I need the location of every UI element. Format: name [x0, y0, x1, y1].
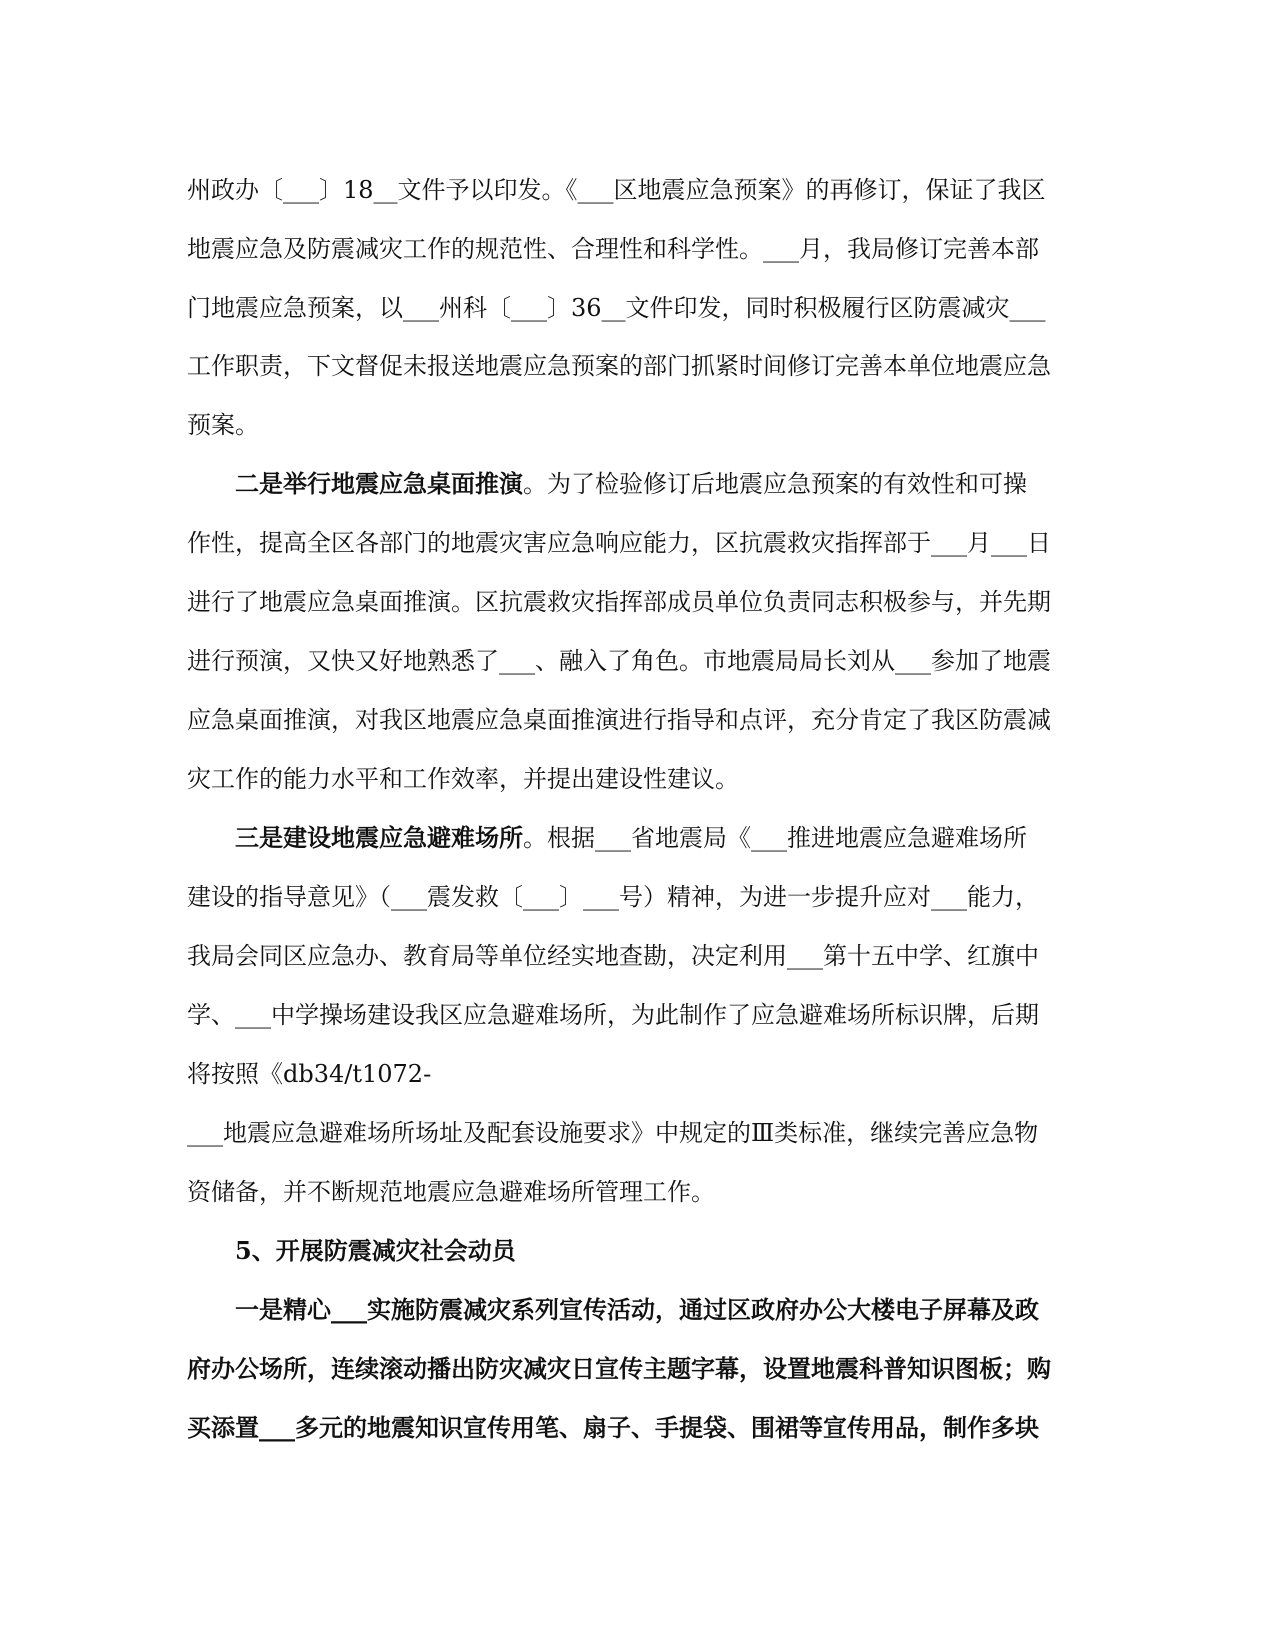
paragraph-line: 进行了地震应急桌面推演。区抗震救灾指挥部成员单位负责同志积极参与，并先期 [187, 588, 1051, 616]
paragraph-line: 将按照《db34/t1072- [187, 1060, 432, 1088]
paragraph-line: 资储备，并不断规范地震应急避难场所管理工作。 [187, 1178, 715, 1206]
paragraph-line: ___地震应急避难场所场址及配套设施要求》中规定的Ⅲ类标准，继续完善应急物 [187, 1119, 1039, 1147]
paragraph-line: 地震应急及防震减灾工作的规范性、合理性和科学性。___月，我局修订完善本部 [187, 235, 1039, 263]
paragraph-line: 我局会同区应急办、教育局等单位经实地查勘，决定利用___第十五中学、红旗中 [187, 942, 1039, 970]
paragraph-line: 作性，提高全区各部门的地震灾害应急响应能力，区抗震救灾指挥部于___月___日 [187, 529, 1051, 557]
paragraph-line [235, 822, 1275, 854]
paragraph-line: 建设的指导意见》（___震发救〔___〕___号）精神，为进一步提升应对___能力， [187, 883, 1039, 911]
section-heading: 二是举行地震应急桌面推演 [235, 469, 523, 498]
section-heading: 5、开展防震减灾社会动员 [235, 1236, 516, 1265]
paragraph-line: 进行预演，又快又好地熟悉了___、融入了角色。市地震局局长刘从___参加了地震 [187, 647, 1051, 675]
paragraph-line [235, 468, 1275, 500]
paragraph-line: 应急桌面推演，对我区地震应急桌面推演进行指导和点评，充分肯定了我区防震减 [187, 706, 1051, 734]
paragraph-text: 。为了检验修订后地震应急预案的有效性和可操 [523, 470, 1027, 498]
paragraph-text: 。根据___省地震局《___推进地震应急避难场所 [523, 824, 1027, 852]
paragraph-line: 门地震应急预案，以___州科〔___〕36__文件印发，同时积极履行区防震减灾___ [187, 294, 1046, 322]
paragraph-line: 府办公场所，连续滚动播出防灾减灾日宣传主题字幕，设置地震科普知识图板；购 [187, 1354, 1051, 1383]
paragraph-line: 一是精心___实施防震减灾系列宣传活动，通过区政府办公大楼电子屏幕及政 [235, 1295, 1039, 1324]
paragraph-line: 买添置___多元的地震知识宣传用笔、扇子、手提袋、围裙等宣传用品，制作多块 [187, 1413, 1039, 1442]
paragraph-line: 工作职责，下文督促未报送地震应急预案的部门抓紧时间修订完善本单位地震应急 [187, 352, 1051, 380]
paragraph-line: 预案。 [187, 411, 259, 439]
paragraph-line: 灾工作的能力水平和工作效率，并提出建设性建议。 [187, 765, 739, 793]
paragraph-line: 州政办〔___〕18__文件予以印发。《___区地震应急预案》的再修订，保证了我区 [187, 176, 1046, 204]
paragraph-line: 学、___中学操场建设我区应急避难场所，为此制作了应急避难场所标识牌，后期 [187, 1001, 1039, 1029]
section-heading: 三是建设地震应急避难场所 [235, 823, 523, 852]
